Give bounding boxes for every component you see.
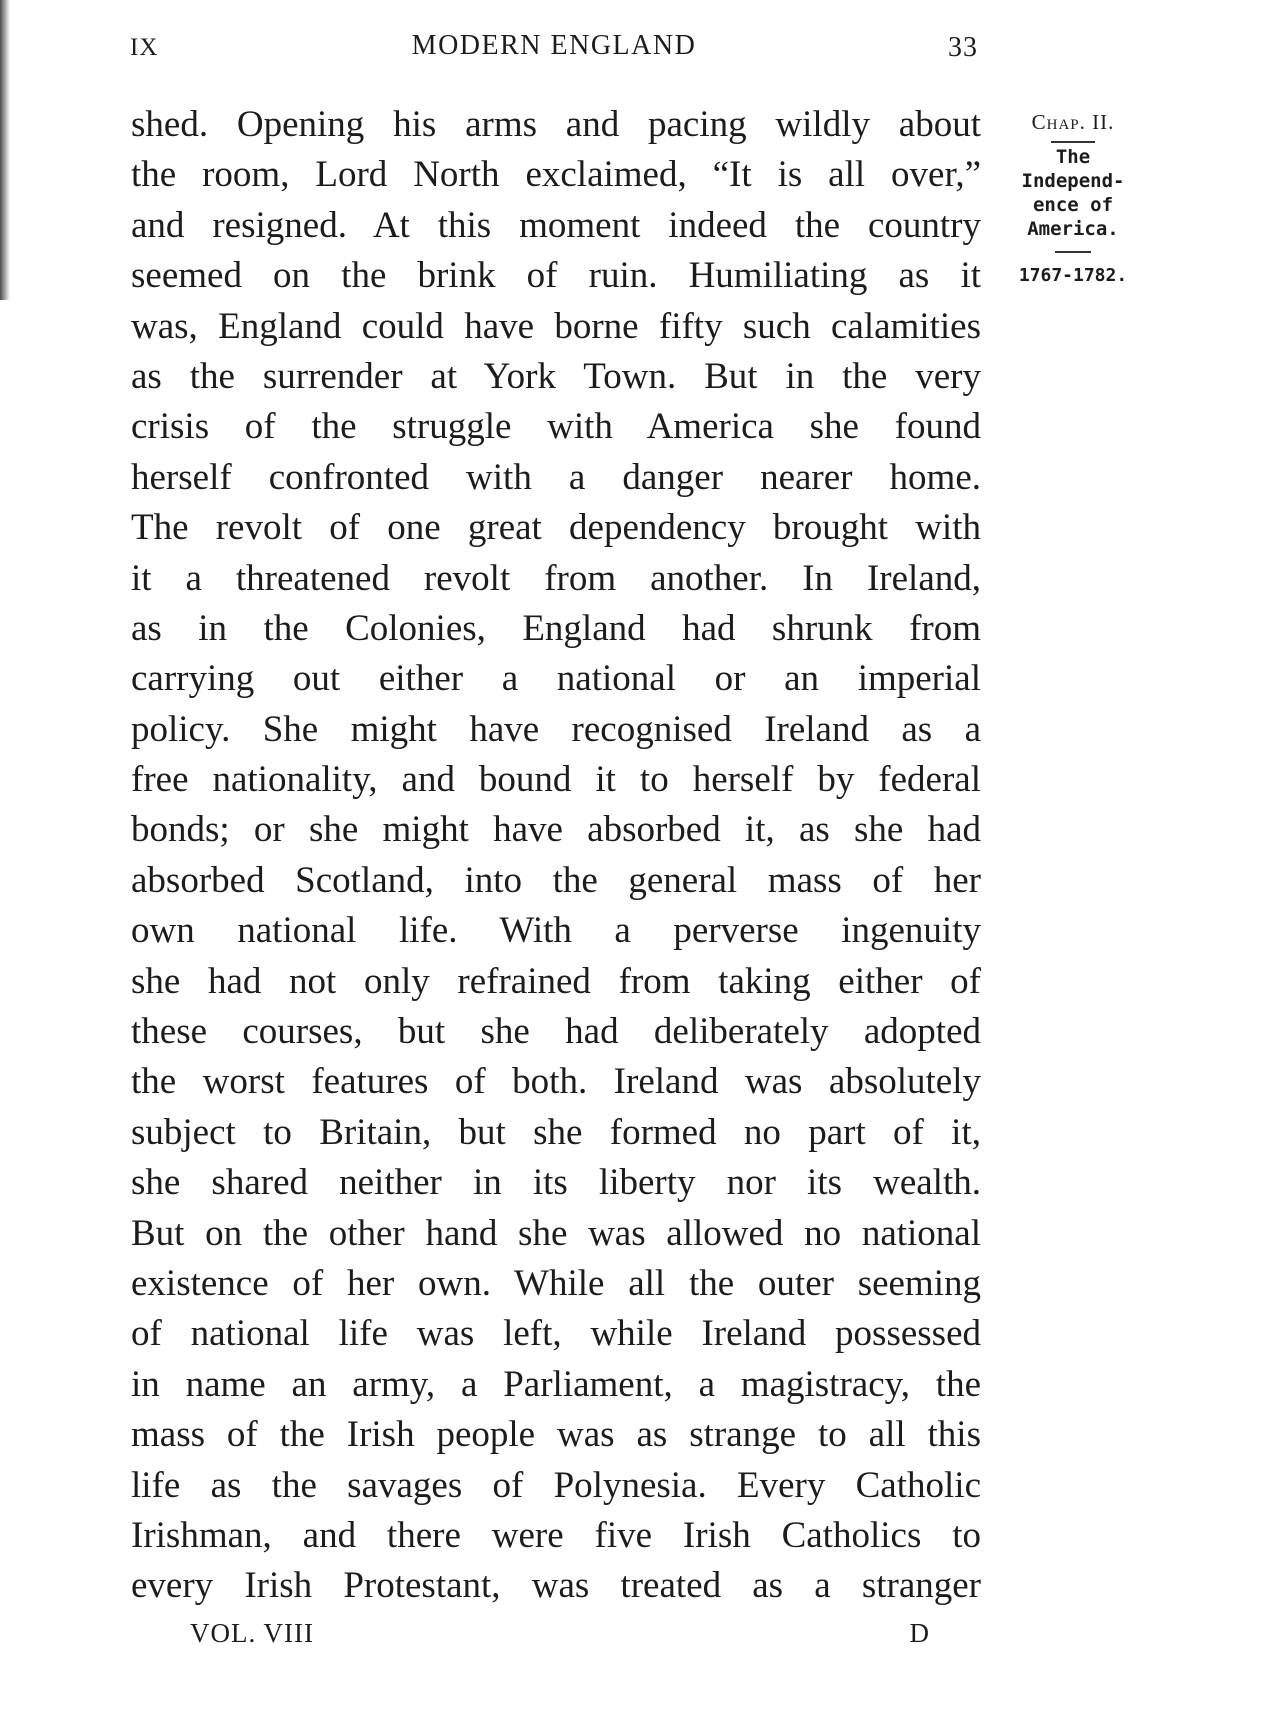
text-line: life as the savages of Polynesia. Every Catholic xyxy=(131,1464,981,1506)
text-line: free nationality, and bound it to herself by federal xyxy=(131,759,981,801)
body-text xyxy=(131,100,981,1612)
text-line: she shared neither in its liberty nor its wealth. xyxy=(131,1162,981,1204)
signature-letter: D xyxy=(909,1618,930,1648)
margin-note-line: The xyxy=(1055,146,1091,168)
text-line: mass of the Irish people was as strange to all this xyxy=(131,1414,981,1456)
margin-chapter-label: Chap. II. xyxy=(1031,110,1115,134)
text-line: The revolt of one great dependency brought with xyxy=(131,507,981,549)
text-line: and resigned. At this moment indeed the country xyxy=(131,204,981,246)
text-line: carrying out either a national or an imperial xyxy=(131,658,981,700)
margin-dates: 1767-1782. xyxy=(1018,264,1128,286)
text-line: bonds; or she might have absorbed it, as she had xyxy=(131,809,981,851)
margin-note-line: America. xyxy=(1027,218,1119,240)
margin-rule-bottom xyxy=(1055,251,1091,253)
text-line: she had not only refrained from taking either of xyxy=(131,960,981,1002)
text-line: shed. Opening his arms and pacing wildly about xyxy=(131,104,981,145)
text-line: absorbed Scotland, into the general mass of her xyxy=(131,859,981,901)
margin-rule-top xyxy=(1051,141,1095,143)
text-line: the worst features of both. Ireland was absolutely xyxy=(131,1061,981,1103)
scanned-page-edge-shadow xyxy=(0,0,10,300)
text-line: it a threatened revolt from another. In Ireland, xyxy=(131,557,981,599)
text-line: herself confronted with a danger nearer home. xyxy=(131,456,981,498)
text-line: existence of her own. While all the outer seeming xyxy=(131,1262,981,1304)
text-line: was, England could have borne fifty such calamities xyxy=(131,305,981,347)
text-line: the room, Lord North exclaimed, “It is all over,” xyxy=(131,154,981,196)
margin-note-line: ence of xyxy=(1032,194,1114,216)
text-line: of national life was left, while Ireland possessed xyxy=(131,1313,981,1355)
text-line: as the surrender at York Town. But in the very xyxy=(131,355,981,397)
text-line: every Irish Protestant, was treated as a stranger xyxy=(131,1565,981,1607)
text-line: seemed on the brink of ruin. Humiliating as it xyxy=(131,255,981,297)
text-line: Irishman, and there were five Irish Catholics to xyxy=(131,1514,981,1556)
text-line: own national life. With a perverse ingenuity xyxy=(131,910,981,952)
running-head-title: MODERN ENGLAND xyxy=(411,30,697,61)
marginal-note xyxy=(998,110,1148,286)
margin-note-line: Independ- xyxy=(1021,170,1125,192)
volume-signature: VOL. VIII xyxy=(190,1618,314,1648)
text-line: policy. She might have recognised Ireland as a xyxy=(131,708,981,750)
text-line: as in the Colonies, England had shrunk from xyxy=(131,607,981,649)
text-line: in name an army, a Parliament, a magistracy, the xyxy=(131,1363,981,1405)
page-footer xyxy=(190,1618,930,1658)
running-head xyxy=(130,30,978,70)
running-head-chapter-numeral: IX xyxy=(130,34,159,61)
text-line: subject to Britain, but she formed no part of it, xyxy=(131,1111,981,1153)
text-line: these courses, but she had deliberately adopted xyxy=(131,1011,981,1053)
text-line: But on the other hand she was allowed no national xyxy=(131,1212,981,1254)
text-line: crisis of the struggle with America she found xyxy=(131,406,981,448)
page-number: 33 xyxy=(948,32,978,63)
